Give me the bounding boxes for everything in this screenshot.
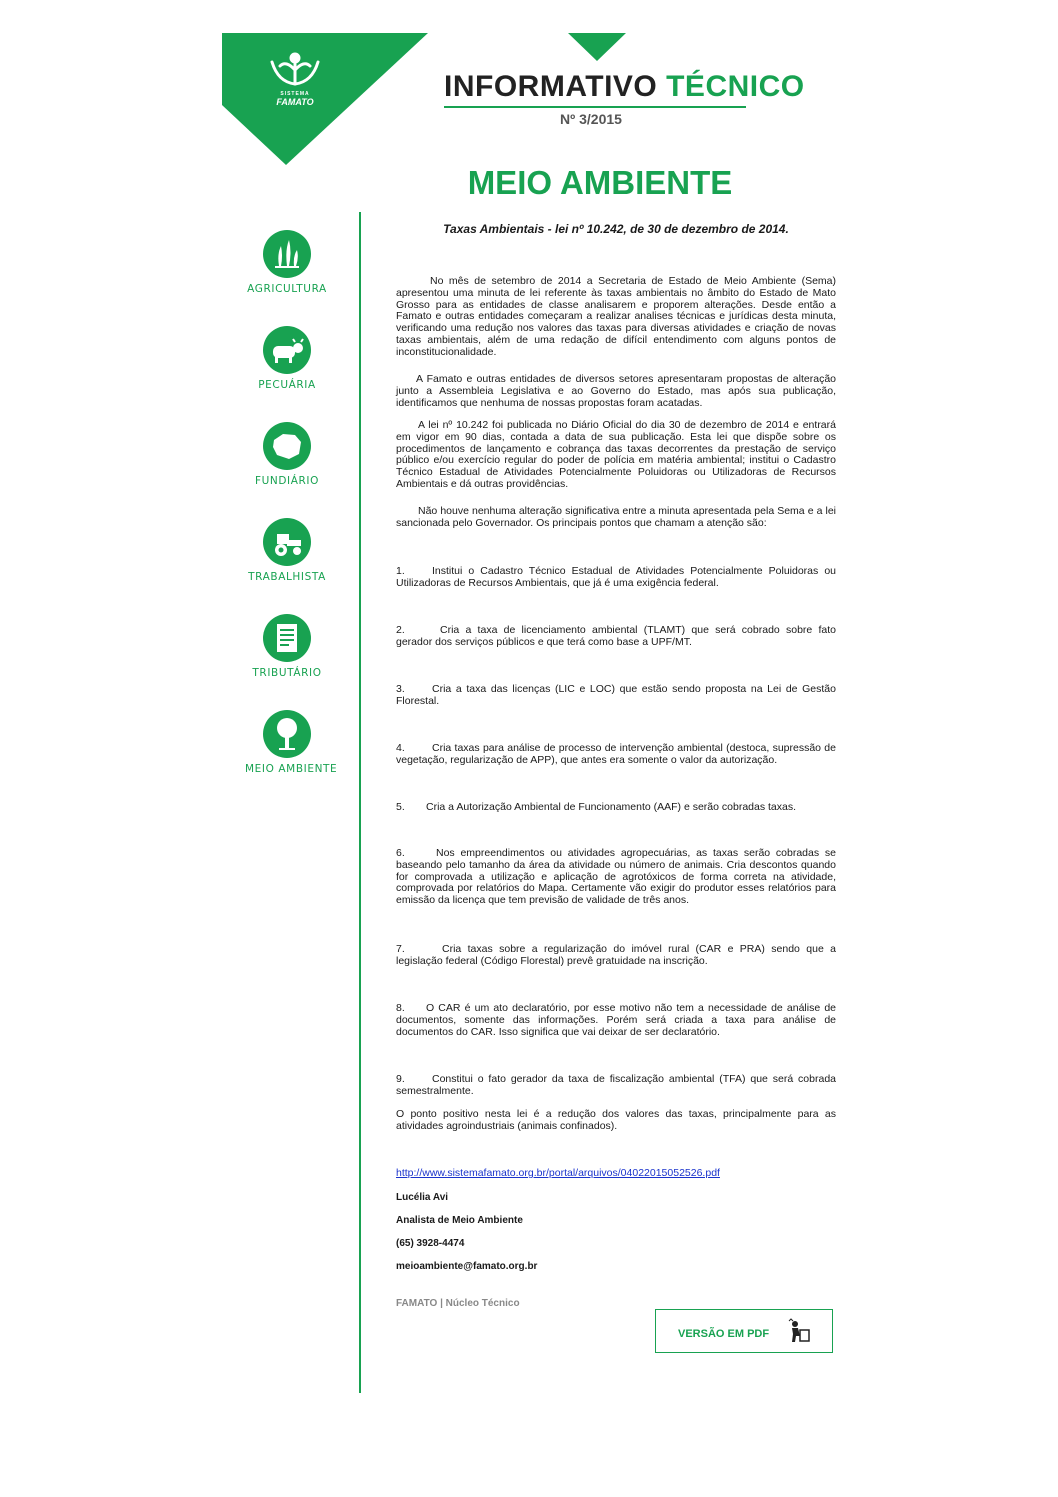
source-pdf-link[interactable]: http://www.sistemafamato.org.br/portal/arquivos/04022015052526.pdf	[396, 1167, 720, 1179]
newsletter-title-part2: TÉCNICO	[666, 70, 805, 103]
agriculture-icon	[261, 228, 313, 280]
list-item	[396, 684, 836, 708]
list-item	[396, 625, 836, 649]
list-item	[396, 566, 836, 590]
header-small-triangle	[568, 33, 626, 61]
list-item-number: 6.	[396, 847, 405, 859]
edition-number: Nº 3/2015	[560, 111, 622, 127]
logo-org-small: SISTEMA	[280, 91, 310, 97]
pdf-reader-icon	[786, 1318, 812, 1344]
list-item	[396, 802, 836, 814]
sidebar-item-label: TRABALHISTA	[248, 571, 326, 583]
list-item-text: Cria a taxa das licenças (LIC e LOC) que estão sendo proposta na Lei de Gestão Florestal.	[396, 683, 836, 707]
section-title: MEIO AMBIENTE	[467, 164, 733, 201]
sidebar-item-agricultura[interactable]	[245, 228, 329, 295]
article-paragraph: No mês de setembro de 2014 a Secretaria de Estado de Meio Ambiente (Sema) apresentou uma minuta de lei referente às taxas ambientais no âmbito do Estado de Mato Grosso para as entidades de classe analisarem e proporem alterações. Desde então a Famato e outras entidades começaram a realizar analises técnicas e jurídicas desta minuta, verificando uma redução nos valores das taxas para diversas atividades e criação de novas taxas ambientais, além de uma redação de difícil entendimento com alguns pontos de inconstitucionalidade.	[396, 275, 836, 358]
list-item	[396, 848, 836, 907]
list-item-text: Nos empreendimentos ou atividades agropecuárias, as taxas serão cobradas se baseando pelo tamanho da área da atividade ou número de animais. Cria descontos quando for comprovada a utilização e aplicação de agrotóxicos de forma correta na atividade, comprovada por relatórios do Mapa. Certamente vão exigir do produtor esses relatórios para emissão da licença que tem previsão de validade de três anos.	[396, 847, 836, 907]
tree-icon	[261, 708, 313, 760]
sidebar-item-pecuaria[interactable]	[245, 324, 329, 391]
list-item-text: Cria taxas para análise de processo de intervenção ambiental (destoca, supressão de vegetação, regularização de APP), que antes era somente o valor da autorização.	[396, 742, 836, 766]
list-item-number: 9.	[396, 1073, 405, 1085]
list-item-text: Cria a taxa de licenciamento ambiental (TLAMT) que será cobrado sobre fato gerador dos serviços públicos e que terá como base a UPF/MT.	[396, 624, 836, 648]
list-item	[396, 944, 836, 968]
footer-label: FAMATO | Núcleo Técnico	[396, 1298, 520, 1309]
list-item	[396, 743, 836, 767]
cattle-icon	[261, 324, 313, 376]
list-item-number: 5.	[396, 801, 405, 813]
newsletter-title	[444, 70, 805, 104]
newsletter-title-part1: INFORMATIVO	[444, 70, 658, 103]
sidebar-item-trabalhista[interactable]	[245, 516, 329, 583]
sidebar-item-meio-ambiente[interactable]	[245, 708, 338, 775]
article-paragraph: A lei nº 10.242 foi publicada no Diário Oficial do dia 30 de dezembro de 2014 e entrará em vigor em 90 dias, contada a data de sua publicação. Esta lei que dispõe sobre os procedimentos de lançamento e cobrança das taxas decorrentes da prestação de serviço público e/ou exercício regular do poder de polícia em matéria ambiental; institui o Cadastro Técnico Estadual de Atividades Potencialmente Poluidoras ou Utilizadoras de Recursos Ambientais e dá outras providências.	[396, 419, 836, 490]
list-item-number: 8.	[396, 1002, 405, 1014]
list-item-text: Institui o Cadastro Técnico Estadual de Atividades Potencialmente Poluidoras ou Utilizadoras de Recursos Ambientais, que já é uma exigência federal.	[396, 565, 836, 589]
logo-org-name: FAMATO	[276, 97, 314, 107]
document-icon	[261, 612, 313, 664]
land-map-icon	[261, 420, 313, 472]
list-item-text: Cria taxas sobre a regularização do imóvel rural (CAR e PRA) sendo que a legislação federal (Código Florestal) prevê gratuidade na inscrição.	[396, 943, 836, 967]
pdf-version-button[interactable]	[655, 1309, 833, 1353]
sidebar-item-label: AGRICULTURA	[247, 283, 327, 295]
tractor-icon	[261, 516, 313, 568]
sidebar-item-tributario[interactable]	[245, 612, 329, 679]
closing-paragraph: O ponto positivo nesta lei é a redução dos valores das taxas, principalmente para as atividades agroindustriais (animais confinados).	[396, 1108, 836, 1132]
list-item	[396, 1074, 836, 1098]
list-item-number: 1.	[396, 565, 405, 577]
list-item-text: Constitui o fato gerador da taxa de fiscalização ambiental (TFA) que será cobrada semestralmente.	[396, 1073, 836, 1097]
header-rule	[444, 106, 746, 108]
author-name: Lucélia Avi	[396, 1192, 449, 1203]
sidebar-item-label: MEIO AMBIENTE	[245, 763, 338, 775]
list-item-number: 4.	[396, 742, 405, 754]
sidebar-item-fundiario[interactable]	[245, 420, 329, 487]
list-item	[396, 1003, 836, 1038]
author-phone: (65) 3928-4474	[396, 1238, 465, 1249]
vertical-divider	[359, 212, 361, 1393]
header-green-triangle	[222, 33, 428, 165]
list-item-text: O CAR é um ato declaratório, por esse motivo não tem a necessidade de análise de documentos, somente das informações. Porém será criada a taxa para análise de documentos do CAR. Isso significa que vai deixar de ser declaratório.	[396, 1002, 836, 1038]
article-paragraph: A Famato e outras entidades de diversos setores apresentaram propostas de alteração junto a Assembleia Legislativa e ao Governo do Estado, mas após sua publicação, identificamos que nenhuma de nossas propostas foram acatadas.	[396, 373, 836, 409]
author-email: meioambiente@famato.org.br	[396, 1261, 538, 1272]
author-role: Analista de Meio Ambiente	[396, 1215, 523, 1226]
article-paragraph: Não houve nenhuma alteração significativa entre a minuta apresentada pela Sema e a lei sancionada pelo Governador. Os principais pontos que chamam a atenção são:	[396, 505, 836, 529]
sidebar-item-label: PECUÁRIA	[258, 379, 316, 391]
article-subtitle: Taxas Ambientais - lei nº 10.242, de 30 de dezembro de 2014.	[443, 222, 789, 236]
list-item-text: Cria a Autorização Ambiental de Funcionamento (AAF) e serão cobradas taxas.	[426, 801, 797, 813]
sidebar-item-label: FUNDIÁRIO	[254, 475, 319, 487]
list-item-number: 7.	[396, 943, 405, 955]
list-item-number: 3.	[396, 683, 405, 695]
pdf-version-label: VERSÃO EM PDF	[678, 1328, 770, 1340]
sidebar-item-label: TRIBUTÁRIO	[252, 667, 322, 679]
list-item-number: 2.	[396, 624, 405, 636]
